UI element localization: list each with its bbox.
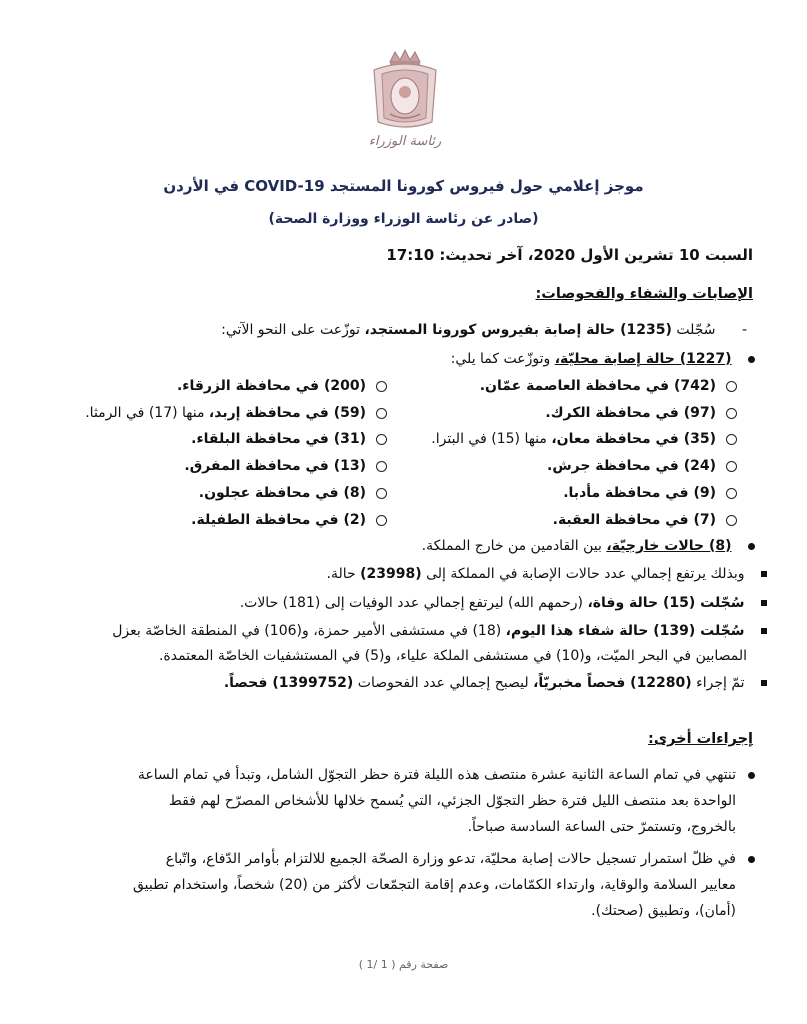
- intro-pre: سُجّلت: [676, 322, 716, 338]
- measure-paragraph-2: [55, 846, 755, 924]
- gov-value: (9) في محافظة مأدبا.: [563, 485, 716, 501]
- circle-bullet-icon: [376, 461, 387, 472]
- circle-bullet-icon: [726, 434, 737, 445]
- gov-item: [397, 458, 737, 474]
- circle-bullet-icon: [726, 515, 737, 526]
- circle-bullet-icon: [726, 381, 737, 392]
- total-bold: (23998): [360, 566, 422, 582]
- document-subtitle: (صادر عن رئاسة الوزراء ووزارة الصحة): [268, 211, 539, 227]
- recoveries-line-2: المصابين في البحر الميّت، و(10) في مستشفى الملكة علياء، و(5) في المستشفيات الخاصّة المعتمدة.: [158, 648, 747, 664]
- paragraph-line: (أمان)، وتطبيق (صحتك).: [591, 903, 736, 919]
- bullet-dot-icon: [748, 543, 755, 550]
- bullet-dot-icon: [748, 856, 755, 863]
- gov-value: (7) في محافظة العقبة.: [552, 512, 716, 528]
- section-heading-measures: إجراءات أخرى:: [648, 731, 753, 747]
- square-bullet-icon: [761, 680, 767, 686]
- gov-value: (742) في محافظة العاصمة عمّان.: [479, 378, 716, 394]
- gov-value: (200) في محافظة الزرقاء.: [176, 378, 366, 394]
- gov-note: منها (17) في الرمثا.: [85, 405, 205, 421]
- deaths-post: (رحمهم الله) ليرتفع إجمالي عدد الوفيات إلى (181) حالات.: [239, 595, 583, 611]
- paragraph-text: تنتهي في تمام الساعة الثانية عشرة منتصف هذه الليلة فترة حظر التجوّل الشامل، وتبدأ في تمام الساعة: [137, 767, 736, 783]
- gov-value: (13) في محافظة المفرق.: [184, 458, 366, 474]
- section-heading-cases: الإصابات والشفاء والفحوصات:: [535, 286, 753, 302]
- external-cases-bold: (8) حالات خارجيّة،: [606, 538, 732, 554]
- measure-paragraph-1: [55, 762, 755, 840]
- gov-item: [47, 512, 387, 528]
- square-bullet-icon: [761, 600, 767, 606]
- page-number: صفحة رقم ( 1 /1 ): [358, 958, 449, 971]
- local-cases-bold: (1227) حالة إصابة محليّة،: [554, 351, 732, 367]
- square-bullet-icon: [761, 628, 767, 634]
- gov-value: (31) في محافظة البلقاء.: [191, 431, 366, 447]
- circle-bullet-icon: [376, 434, 387, 445]
- circle-bullet-icon: [726, 488, 737, 499]
- gov-item: [397, 378, 737, 394]
- gov-value: (35) في محافظة معان،: [551, 431, 716, 447]
- gov-item: [397, 485, 737, 501]
- date-line: السبت 10 تشرين الأول 2020، آخر تحديث: 17:10: [386, 246, 753, 264]
- external-cases-post: بين القادمين من خارج المملكة.: [421, 538, 602, 554]
- circle-bullet-icon: [376, 488, 387, 499]
- local-cases-post: وتوزّعت كما يلي:: [450, 351, 551, 367]
- gov-item: [397, 405, 737, 421]
- intro-bold: (1235) حالة إصابة بفيروس كورونا المستجد،: [364, 322, 672, 338]
- total-post: حالة.: [326, 566, 356, 582]
- gov-value: (2) في محافظة الطفيلة.: [191, 512, 366, 528]
- square-bullet-icon: [761, 571, 767, 577]
- crown-emblem-icon: [360, 48, 450, 134]
- deaths-bold: سُجّلت (15) حالة وفاة،: [587, 595, 745, 611]
- dash-bullet: -: [741, 322, 747, 338]
- gov-item: [47, 458, 387, 474]
- gov-item: [47, 431, 387, 447]
- circle-bullet-icon: [376, 381, 387, 392]
- ministry-label: رئاسة الوزراء: [368, 134, 442, 149]
- gov-item: [397, 431, 737, 447]
- paragraph-text: في ظلّ استمرار تسجيل حالات إصابة محليّة، تدعو وزارة الصحّة الجميع للالتزام بأوامر الدّفاع، واتّباع: [165, 851, 736, 867]
- tests-line: [224, 675, 767, 691]
- circle-bullet-icon: [726, 461, 737, 472]
- circle-bullet-icon: [376, 408, 387, 419]
- recoveries-bold: سُجّلت (139) حالة شفاء هذا اليوم،: [505, 623, 745, 639]
- recoveries-post: (18) في مستشفى الأمير حمزة، و(106) في المنطقة الخاصّة بعزل: [112, 623, 502, 639]
- recoveries-line: [112, 623, 767, 639]
- gov-note: منها (15) في البترا.: [431, 431, 547, 447]
- tests-bold-2: (1399752) فحصاً.: [223, 675, 354, 691]
- paragraph-line: الواحدة بعد منتصف الليل فترة حظر التجوّل الجزئي، التي يُسمح خلالها للأشخاص المصرّح لهم فقط: [168, 793, 736, 809]
- bullet-dot-icon: [748, 772, 755, 779]
- intro-post: توزّعت على النحو الآتي:: [221, 322, 360, 338]
- gov-item: [397, 512, 737, 528]
- paragraph-line: [55, 846, 755, 872]
- total-pre: وبذلك يرتفع إجمالي عدد حالات الإصابة في المملكة إلى: [426, 566, 745, 582]
- gov-item: [47, 378, 387, 394]
- paragraph-line: [55, 762, 755, 788]
- paragraph-line: بالخروج، وتستمرّ حتى الساعة السادسة صباحاً.: [467, 819, 736, 835]
- circle-bullet-icon: [376, 515, 387, 526]
- tests-pre: تمّ إجراء: [696, 675, 745, 691]
- deaths-line: [240, 595, 767, 611]
- tests-bold-1: (12280) فحصاً مخبريّاً،: [533, 675, 692, 691]
- tests-mid: ليصبح إجمالي عدد الفحوصات: [357, 675, 529, 691]
- intro-line: [221, 322, 747, 338]
- gov-value: (97) في محافظة الكرك.: [545, 405, 716, 421]
- circle-bullet-icon: [726, 408, 737, 419]
- gov-item: [47, 485, 387, 501]
- external-cases-line: [422, 538, 755, 554]
- bullet-dot-icon: [748, 356, 755, 363]
- coat-of-arms-logo: [360, 48, 450, 158]
- gov-value: (59) في محافظة إربد،: [208, 405, 366, 421]
- gov-value: (8) في محافظة عجلون.: [198, 485, 366, 501]
- total-cases-line: [327, 566, 767, 582]
- paragraph-line: معايير السلامة والوقاية، وارتداء الكمّامات، وعدم إقامة التجمّعات لأكثر من (20) شخصاً، واستخدام تطبيق: [132, 877, 736, 893]
- document-title: موجز إعلامي حول فيروس كورونا المستجد COVID-19 في الأردن: [163, 177, 644, 195]
- gov-value: (24) في محافظة جرش.: [547, 458, 716, 474]
- gov-item: [47, 405, 387, 421]
- local-cases-line: [451, 351, 755, 367]
